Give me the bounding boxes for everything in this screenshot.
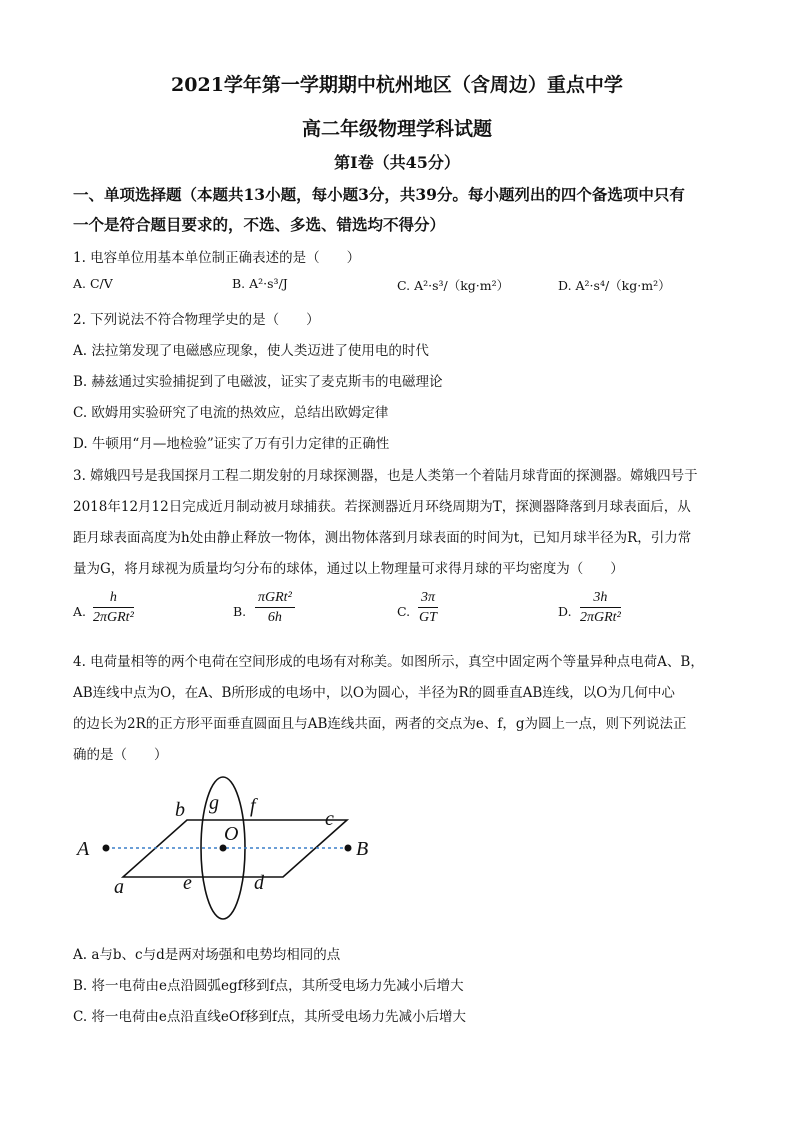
q3-a-numerator: h [93, 590, 134, 608]
q3-option-c-label: C. [397, 604, 411, 619]
q3-c-denominator: GT [419, 610, 437, 625]
exam-title: 2021学年第一学期期中杭州地区（含周边）重点中学 [171, 74, 623, 96]
q3-stem-line4: 量为G，将月球视为质量均匀分布的球体，通过以上物理量可求得月球的平均密度为（ ） [73, 561, 624, 577]
q2-stem: 2. 下列说法不符合物理学史的是（ ） [73, 312, 320, 328]
q4-stem-line2: AB连线中点为O，在A、B所形成的电场中，以O为圆心，半径为R的圆垂直AB连线，以O为几何中心 [73, 685, 675, 701]
label-A: A [77, 838, 90, 860]
q3-b-numerator: πGRt² [255, 590, 295, 608]
q1-option-b: B. A²·s³/J [232, 276, 288, 291]
q4-stem-line3: 的边长为2R的正方形平面垂直圆面且与AB连线共面，两者的交点为e、f，g为圆上一点，则下列说法正 [73, 716, 687, 732]
q2-option-c: C. 欧姆用实验研究了电流的热效应，总结出欧姆定律 [73, 405, 389, 421]
label-O: O [224, 823, 239, 845]
label-f: f [250, 795, 256, 817]
q4-stem-line4: 确的是（ ） [73, 747, 168, 763]
label-B: B [356, 838, 369, 860]
exam-subtitle: 高二年级物理学科试题 [301, 118, 492, 140]
center-o-point [220, 845, 227, 852]
q1-option-c: C. A²·s³/（kg·m²） [397, 278, 510, 293]
q1-option-d: D. A²·s⁴/（kg·m²） [558, 278, 671, 293]
label-e: e [183, 872, 192, 894]
charge-a-point [103, 845, 110, 852]
q4-option-b: B. 将一电荷由e点沿圆弧egf移到f点，其所受电场力先减小后增大 [73, 978, 464, 994]
q3-stem-line1: 3. 嫦娥四号是我国探月工程二期发射的月球探测器，也是人类第一个着陆月球背面的探测器。嫦娥四号于 [73, 468, 698, 484]
q3-d-denominator: 2πGRt² [580, 610, 621, 625]
label-d: d [254, 872, 264, 894]
section-heading-line2: 一个是符合题目要求的，不选、多选、错选均不得分） [73, 215, 446, 234]
label-g: g [209, 792, 219, 814]
q2-option-d: D. 牛顿用“月—地检验”证实了万有引力定律的正确性 [73, 436, 390, 452]
q4-stem-line1: 4. 电荷量相等的两个电荷在空间形成的电场有对称美。如图所示，真空中固定两个等量异种点电荷A、B， [73, 654, 704, 670]
q2-option-a: A. 法拉第发现了电磁感应现象，使人类迈进了使用电的时代 [73, 343, 429, 359]
label-b: b [175, 799, 185, 821]
charge-b-point [345, 845, 352, 852]
q3-stem-line3: 距月球表面高度为h处由静止释放一物体，测出物体落到月球表面的时间为t，已知月球半径为R，引力常 [73, 530, 692, 546]
q3-c-numerator: 3π [418, 590, 438, 608]
q1-option-a: A. C/V [73, 276, 113, 291]
q2-option-b: B. 赫兹通过实验捕捉到了电磁波，证实了麦克斯韦的电磁理论 [73, 374, 443, 390]
q4-option-c: C. 将一电荷由e点沿直线eOf移到f点，其所受电场力先减小后增大 [73, 1009, 466, 1025]
q1-stem: 1. 电容单位用基本单位制正确表述的是（ ） [73, 250, 361, 266]
part-heading: 第I卷（共45分） [334, 153, 460, 172]
q3-a-denominator: 2πGRt² [93, 610, 134, 625]
q3-d-numerator: 3h [580, 590, 621, 608]
q4-option-a: A. a与b、c与d是两对场强和电势均相同的点 [73, 947, 341, 963]
q3-option-d-label: D. [558, 604, 572, 619]
label-c: c [325, 808, 334, 830]
q3-stem-line2: 2018年12月12日完成近月制动被月球捕获。若探测器近月环绕周期为T，探测器降落到月球表面后，从 [73, 499, 691, 515]
label-a: a [114, 876, 124, 898]
q3-option-b-label: B. [233, 604, 247, 619]
section-heading-line1: 一、单项选择题（本题共13小题，每小题3分，共39分。每小题列出的四个备选项中只有 [73, 185, 685, 204]
q3-b-denominator: 6h [267, 610, 282, 625]
q3-option-a-label: A. [73, 604, 87, 619]
